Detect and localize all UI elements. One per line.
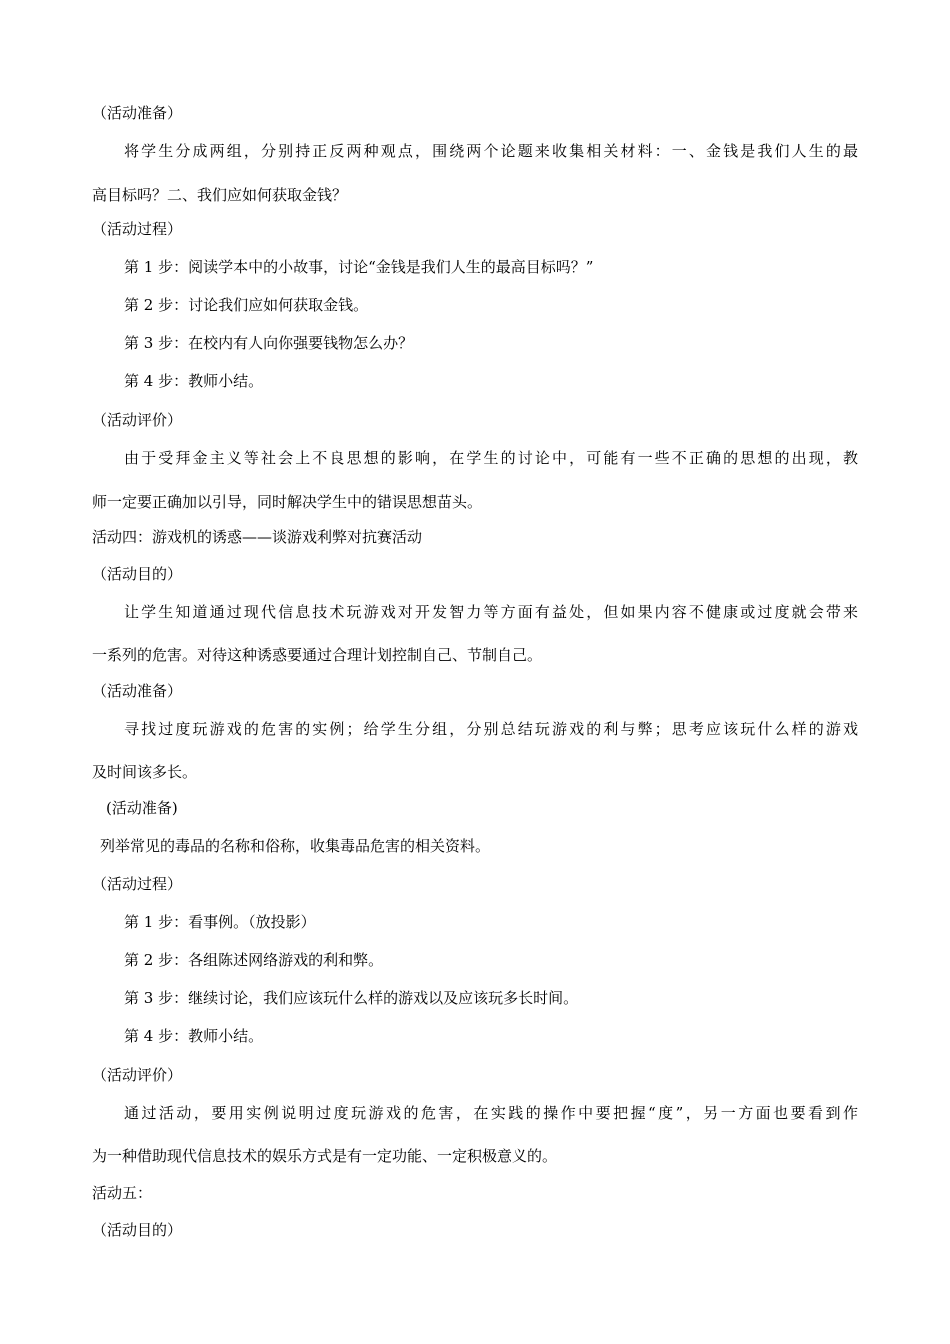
paragraph-line: 高目标吗？二、我们应如何获取金钱？	[92, 186, 348, 204]
paragraph-line: 通过活动，要用实例说明过度玩游戏的危害，在实践的操作中要把握“度”，另一方面也要看到作	[124, 1104, 858, 1122]
paragraph-line: 让学生知道通过现代信息技术玩游戏对开发智力等方面有益处，但如果内容不健康或过度就会带来	[124, 603, 858, 621]
paragraph-line: 师一定要正确加以引导，同时解决学生中的错误思想苗头。	[92, 493, 483, 511]
section-heading-preparation: （活动准备）	[92, 104, 183, 122]
step-line: 第 2 步：各组陈述网络游戏的利和弊。	[124, 951, 384, 969]
section-heading-purpose: （活动目的）	[92, 1221, 183, 1239]
step-line: 第 3 步：继续讨论，我们应该玩什么样的游戏以及应该玩多长时间。	[124, 989, 579, 1007]
paragraph-line: 为一种借助现代信息技术的娱乐方式是有一定功能、一定积极意义的。	[92, 1147, 558, 1165]
section-heading-preparation: （活动准备）	[92, 682, 183, 700]
step-line: 第 4 步：教师小结。	[124, 372, 264, 390]
activity-title: 活动四：游戏机的诱惑——谈游戏利弊对抗赛活动	[92, 528, 423, 546]
section-heading-purpose: （活动目的）	[92, 565, 183, 583]
paragraph-line: 寻找过度玩游戏的危害的实例；给学生分组，分别总结玩游戏的利与弊；思考应该玩什么样的游戏	[124, 720, 858, 738]
step-line: 第 4 步：教师小结。	[124, 1027, 264, 1045]
section-heading-evaluation: （活动评价）	[92, 411, 183, 429]
paragraph-line: 由于受拜金主义等社会上不良思想的影响，在学生的讨论中，可能有一些不正确的思想的出现，教	[124, 449, 858, 467]
section-heading-preparation: (活动准备)	[106, 799, 178, 817]
section-heading-process: （活动过程）	[92, 875, 183, 893]
paragraph-line: 及时间该多长。	[92, 763, 198, 781]
step-line: 第 3 步：在校内有人向你强要钱物怎么办？	[124, 334, 414, 352]
paragraph-line: 将学生分成两组，分别持正反两种观点，围绕两个论题来收集相关材料：一、金钱是我们人生的最	[124, 142, 858, 160]
step-line: 第 1 步：阅读学本中的小故事，讨论“金钱是我们人生的最高目标吗？”	[124, 258, 594, 276]
step-line: 第 1 步：看事例。（放投影）	[124, 913, 316, 931]
paragraph-line: 一系列的危害。对待这种诱惑要通过合理计划控制自己、节制自己。	[92, 646, 543, 664]
section-heading-process: （活动过程）	[92, 220, 183, 238]
step-line: 第 2 步：讨论我们应如何获取金钱。	[124, 296, 369, 314]
activity-title: 活动五：	[92, 1184, 153, 1202]
section-heading-evaluation: （活动评价）	[92, 1066, 183, 1084]
paragraph-line: 列举常见的毒品的名称和俗称，收集毒品危害的相关资料。	[100, 837, 491, 855]
